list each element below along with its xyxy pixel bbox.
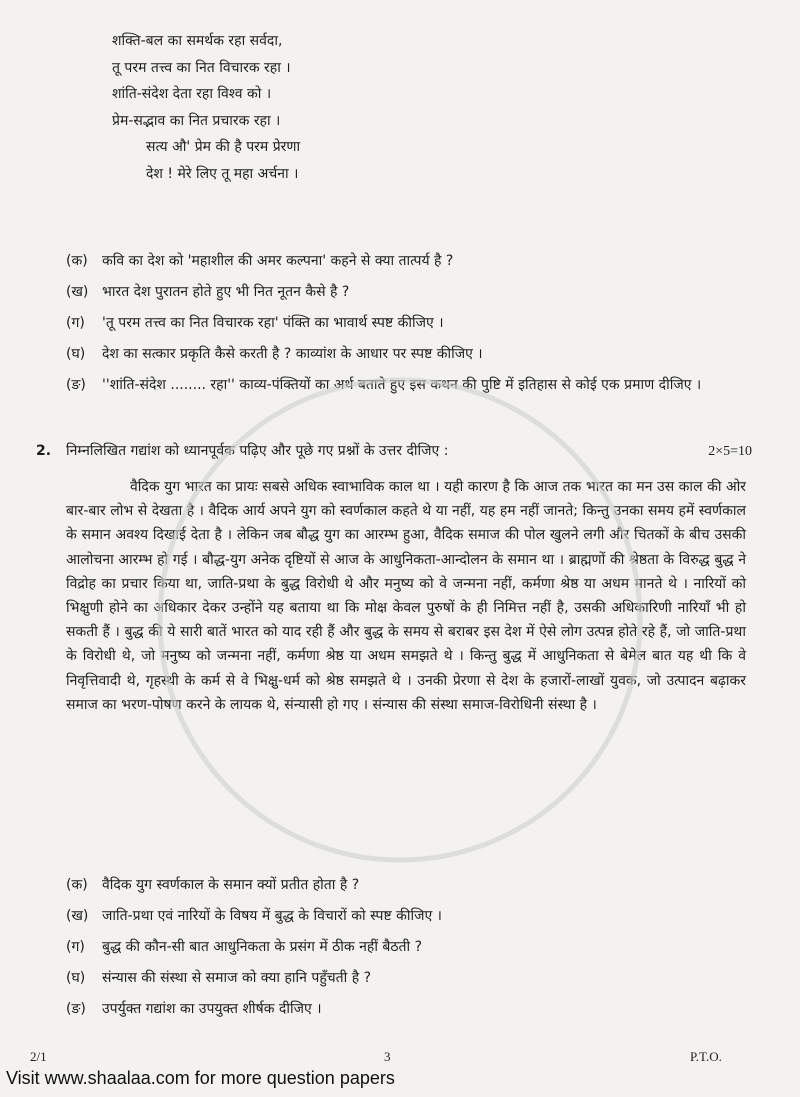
subquestion [66,936,746,959]
poem-line: सत्य औ' प्रेम की है परम प्रेरणा [146,139,301,155]
subquestion-text: बुद्ध की कौन-सी बात आधुनिकता के प्रसंग में ठीक नहीं बैठती ? [102,939,423,955]
subquestion [66,312,746,335]
poem-line: शक्ति-बल का समर्थक रहा सर्वदा, [112,33,283,49]
question-1-subquestions [66,250,746,405]
subquestion-text: संन्यास की संस्था से समाज को क्या हानि पहुँचती है ? [102,970,372,986]
paper-code: 2/1 [30,1049,47,1064]
subquestion-text: वैदिक युग स्वर्णकाल के समान क्यों प्रतीत होता है ? [102,877,360,893]
subquestion [66,905,746,928]
subquestion-label: (घ) [66,346,86,362]
subquestion [66,874,746,897]
subquestion-label: (ग) [66,939,85,955]
promo-footer-text: Visit www.shaalaa.com for more question papers [6,1068,395,1088]
subquestion-text: भारत देश पुरातन होते हुए भी नित नूतन कैसे है ? [102,284,350,300]
question-instruction: निम्नलिखित गद्यांश को ध्यानपूर्वक पढ़िए और पूछे गए प्रश्नों के उत्तर दीजिए : [66,443,449,459]
subquestion [66,250,746,273]
poem-line: तू परम तत्त्व का नित विचारक रहा । [112,59,291,76]
subquestion-label: (ग) [66,315,85,331]
subquestion [66,374,746,397]
question-number: 2. [36,443,52,459]
poem-stanza [112,28,612,187]
subquestion [66,281,746,304]
page-footer [0,1046,800,1096]
subquestion-text: ''शांति-संदेश ........ रहा'' काव्य-पंक्तियों का अर्थ बताते हुए इस कथन की पुष्टि में इतिहास से कोई एक प्रमाण दीजिए । [102,377,702,393]
subquestion-label: (क) [66,253,88,269]
subquestion-text: 'तू परम तत्त्व का नित विचारक रहा' पंक्ति का भावार्थ स्पष्ट कीजिए । [102,315,444,331]
poem-line: शांति-संदेश देता रहा विश्व को । [112,86,272,102]
subquestion-text: उपर्युक्त गद्यांश का उपयुक्त शीर्षक दीजिए । [102,1001,322,1017]
subquestion-label: (घ) [66,970,86,986]
pto-mark: P.T.O. [690,1049,722,1064]
marks-allocation: 2×5=10 [708,444,752,459]
subquestion-text: देश का सत्कार प्रकृति कैसे करती है ? काव्यांश के आधार पर स्पष्ट कीजिए । [102,346,483,362]
poem-line: देश ! मेरे लिए तू महा अर्चना । [146,165,299,182]
subquestion [66,967,746,990]
subquestion-text: जाति-प्रथा एवं नारियों के विषय में बुद्ध के विचारों को स्पष्ट कीजिए । [102,908,442,924]
subquestion-label: (क) [66,877,88,893]
page-number: 3 [384,1049,391,1064]
question-2-subquestions [66,874,746,1029]
poem-line: प्रेम-सद्भाव का नित प्रचारक रहा । [112,112,281,129]
subquestion [66,998,746,1021]
subquestion [66,343,746,366]
prose-passage: वैदिक युग भारत का प्रायः सबसे अधिक स्वाभाविक काल था । यही कारण है कि आज तक भारत का मन उस काल की ओर बार-बार लोभ से देखता है । वैदिक आर्य अपने युग को स्वर्णकाल कहते थे या नहीं, यह हम नहीं जानते; किन्तु उनका समय हमें स्वर्णकाल के समान अवश्य दिखाई देता है । लेकिन जब बौद्ध युग का आरम्भ हुआ, वैदिक समाज की पोल खुलने लगी और चितकों के बीच उसकी आलोचना आरम्भ हो गई । बौद्ध-युग अनेक दृष्टियों से आज के आधुनिकता-आन्दोलन के समान था । ब्राह्मणों की श्रेष्ठता के विरुद्ध बुद्ध ने विद्रोह का प्रचार किया था, जाति-प्रथा के बुद्ध विरोधी थे और मनुष्य को वे जन्मना नहीं, कर्मणा श्रेष्ठ या अधम मानते थे । नारियों को भिक्षुणी होने का अधिकार देकर उन्होंने यह बताया था कि मोक्ष केवल पुरुषों के ही निमित्त नहीं है, उसकी अधिकारिणी नारियाँ भी हो सकती हैं । बुद्ध की ये सारी बातें भारत को याद रही हैं और बुद्ध के समय से बराबर इस देश में ऐसे लोग उत्पन्न होते रहे हैं, जो जाति-प्रथा के विरोधी थे, जो मनुष्य को जन्मना नहीं, कर्मणा श्रेष्ठ या अधम समझते थे । किन्तु बुद्ध में आधुनिकता से बेमेल बात यह थी कि वे निवृत्तिवादी थे, गृहस्थी के कर्म से वे भिक्षु-धर्म को श्रेष्ठ समझते थे । उनकी प्रेरणा से देश के हजारों-लाखों युवक, जो उत्पादन बढ़ाकर समाज का भरण-पोषण करने के लायक थे, संन्यासी हो गए । संन्यास की संस्था समाज-विरोधिनी संस्था है । [66,479,746,713]
subquestion-label: (ङ) [66,377,86,393]
subquestion-text: कवि का देश को 'महाशील की अमर कल्पना' कहने से क्या तात्पर्य है ? [102,253,454,269]
subquestion-label: (ख) [66,908,89,924]
subquestion-label: (ख) [66,284,89,300]
subquestion-label: (ङ) [66,1001,86,1017]
